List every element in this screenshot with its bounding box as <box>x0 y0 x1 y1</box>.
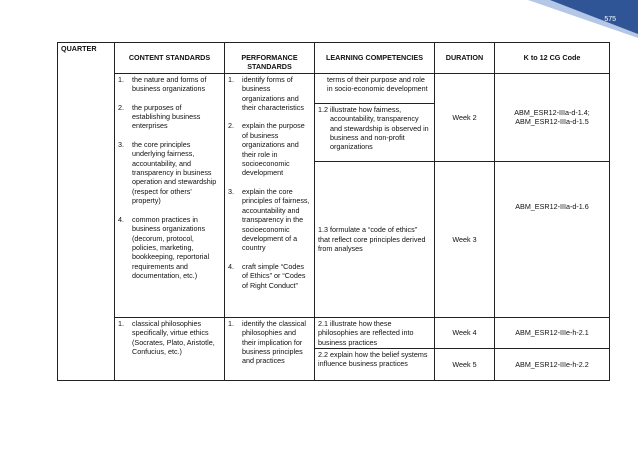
duration-cell: Week 3 <box>435 161 495 317</box>
performance-standard-item: 1. identify forms of business organizations and their characteristics <box>228 74 304 113</box>
header-content-standards: CONTENT STANDARDS <box>115 43 225 74</box>
page-number: 575 <box>604 16 616 23</box>
content-standards-cell-2 <box>115 317 225 380</box>
content-standard-item: 2. the purposes of establishing business enterprises <box>118 102 201 131</box>
duration-cell: Week 5 <box>435 349 495 381</box>
header-quarter: QUARTER <box>58 43 115 74</box>
content-standard-item: 3. the core principles underlying fairness, accountability, and transparency in business operation and stewardship (respect for others' property) <box>118 139 217 206</box>
content-standard-item: 4. common practices in business organizations (decorum, protocol, policies, marketing, bookkeeping, reportorial requirements and documentation, etc.) <box>118 214 210 281</box>
content-standard-item: 1. the nature and forms of business organizations <box>118 74 207 94</box>
content-standards-cell-1 <box>115 73 225 317</box>
performance-standard-item: 1. identify the classical philosophies and their implication for business principles and practices <box>228 318 306 366</box>
header-duration: DURATION <box>435 43 495 74</box>
cg-code-cell: ABM_ESR12-IIIe-h-2.1 <box>495 317 610 348</box>
duration-cell: Week 2 <box>435 73 495 161</box>
performance-standard-item: 3. explain the core principles of fairness, accountability and transparency in the socioeconomic development of a country <box>228 186 310 253</box>
competency-cell: 2.1 illustrate how these philosophies are reflected into business practices <box>315 317 435 348</box>
quarter-cell <box>58 73 115 380</box>
duration-cell: Week 4 <box>435 317 495 348</box>
content-standard-item: 1. classical philosophies specifically, virtue ethics (Socrates, Plato, Aristotle, Confucius, etc.) <box>118 318 215 357</box>
performance-standards-cell-1 <box>225 73 315 317</box>
header-row <box>58 43 610 74</box>
table-row <box>58 73 610 103</box>
curriculum-table <box>57 42 610 381</box>
table-row <box>58 317 610 348</box>
header-learning-competencies: LEARNING COMPETENCIES <box>315 43 435 74</box>
cg-code-cell: ABM_ESR12-IIIe-h-2.2 <box>495 349 610 381</box>
competency-cell: 2.2 explain how the belief systems influence business practices <box>315 349 435 381</box>
competency-cell: terms of their purpose and role in socio-economic development <box>315 73 435 103</box>
performance-standards-cell-2 <box>225 317 315 380</box>
performance-standard-item: 2. explain the purpose of business organizations and their role in socioeconomic development <box>228 121 305 178</box>
competency-cell <box>315 103 435 161</box>
header-performance-standards: PERFORMANCE STANDARDS <box>225 43 315 74</box>
competency-text: 1.2 illustrate how fairness, accountability, transparency and stewardship is observed in business and non-profit organizations <box>318 104 429 152</box>
performance-standard-item: 4. craft simple “Codes of Ethics” or “Codes of Right Conduct” <box>228 261 306 290</box>
cg-code-cell: ABM_ESR12-IIIa-d-1.4; ABM_ESR12-IIIa-d-1.5 <box>495 73 610 161</box>
competency-cell: 1.3 formulate a “code of ethics” that reflect core principles derived from analyses <box>315 161 435 317</box>
cg-code-cell: ABM_ESR12-IIIa-d-1.6 <box>495 161 610 317</box>
header-cg-code: K to 12 CG Code <box>495 43 610 74</box>
